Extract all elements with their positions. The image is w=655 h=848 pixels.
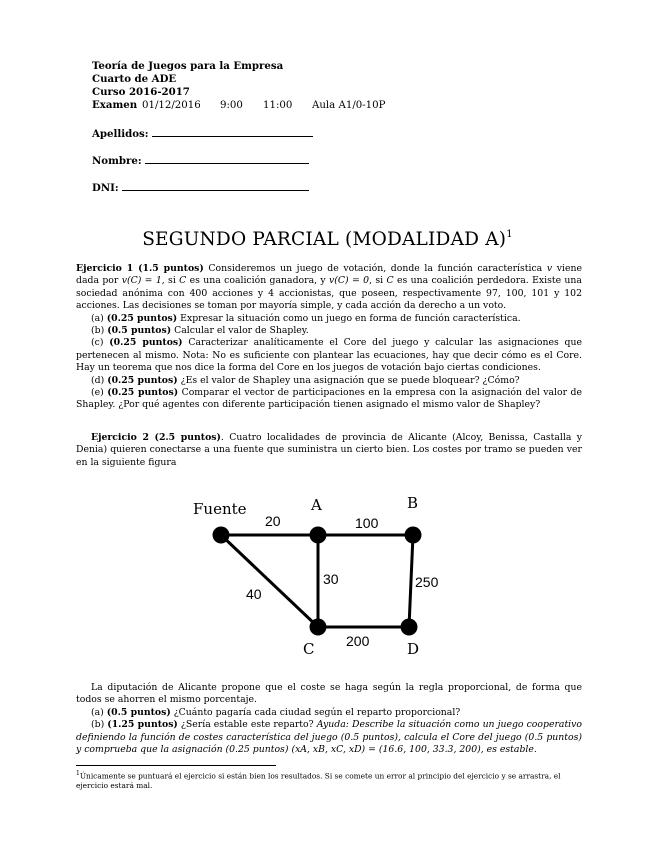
edge-fuente-c bbox=[221, 535, 318, 627]
math-v: v bbox=[546, 263, 553, 274]
network-graph-svg bbox=[185, 490, 465, 665]
page-title bbox=[0, 229, 655, 250]
exam-end-time: 11:00 bbox=[263, 100, 293, 111]
exercise-1-text-b: viene dada por bbox=[76, 263, 582, 287]
part-label: (b) bbox=[91, 719, 105, 731]
part-points: (0.25 puntos) bbox=[107, 374, 178, 386]
part-label: (b) bbox=[91, 325, 105, 337]
label-b: B bbox=[407, 494, 419, 512]
math-cond-1: v(C) = 1 bbox=[121, 275, 162, 287]
exercise-2-body bbox=[76, 682, 582, 756]
exercise-1-intro bbox=[76, 263, 582, 313]
part-points: (0.25 puntos) bbox=[107, 387, 179, 399]
node-d bbox=[401, 619, 418, 636]
dni-field[interactable] bbox=[92, 181, 512, 194]
title-footnote-mark: 1 bbox=[506, 229, 513, 240]
part-points: (0.5 puntos) bbox=[106, 706, 171, 718]
exam-start-time: 9:00 bbox=[220, 100, 243, 111]
part-points: (0.5 puntos) bbox=[107, 325, 172, 337]
edge-label-b-d: 250 bbox=[415, 574, 439, 590]
node-c bbox=[310, 619, 327, 636]
allocation-vector: (xA, xB, xC, xD) = (16.6, 100, 33.3, 200) bbox=[291, 744, 481, 756]
part-label: (e) bbox=[91, 387, 104, 399]
math-c-2: C bbox=[386, 275, 394, 287]
exercise-1-text-f: es una coalición perdedora. Existe una sociedad anónima con 400 acciones y 4 accionistas, que poseen, respectivamente 97, 100, 101 y 102 acciones. Las decisiones se toman por mayoría simple, y cada acción da derecho a un voto. bbox=[76, 275, 582, 312]
exercise-1-text-c: , si bbox=[161, 275, 176, 287]
part-text: Caracterizar analíticamente el Core del juego y calcular las asignaciones que pertenecen al mismo. Nota: No es suficiente con plantear las ecuaciones, hay que decir cómo es el Core. Hay un teorema que nos dice la forma del Core en los juegos de votación bajo ciertas condiciones. bbox=[76, 337, 582, 374]
academic-year: Curso 2016-2017 bbox=[92, 86, 190, 98]
part-text: Calcular el valor de Shapley. bbox=[174, 325, 309, 337]
label-c: C bbox=[303, 640, 315, 658]
part-text: ¿Cuánto pagaría cada ciudad según el reparto proporcional? bbox=[173, 706, 461, 718]
footnote-text: Únicamente se puntuará el ejercicio si están bien los resultados. Si se comete un error al principio del ejercicio y se arrastra, el ejercicio estará mal. bbox=[76, 771, 561, 791]
footnote-mark: 1 bbox=[76, 770, 80, 777]
exam-date: 01/12/2016 bbox=[142, 100, 201, 111]
part-hint: Ayuda: Describe la situación como un juego cooperativo definiendo la función de costes característica del juego (0.5 puntos), calcula el Core del juego (0.5 puntos) y comprueba que la asignación (0.25 puntos) bbox=[76, 719, 582, 756]
exercise-1-text-d: es una coalición ganadora, y bbox=[189, 275, 326, 287]
part-points: (1.25 puntos) bbox=[107, 719, 178, 731]
part-text: ¿Es el valor de Shapley una asignación que se puede bloquear? ¿Cómo? bbox=[180, 374, 520, 386]
exam-header bbox=[92, 60, 562, 112]
part-label: (c) bbox=[91, 337, 104, 349]
math-cond-2: v(C) = 0 bbox=[329, 275, 370, 287]
part-end: , es estable. bbox=[480, 744, 537, 756]
edge-label-fuente-c: 40 bbox=[246, 586, 262, 602]
exercise-1-text-a: Consideremos un juego de votación, donde la función característica bbox=[208, 263, 543, 274]
footnote-rule bbox=[76, 765, 276, 766]
node-fuente bbox=[213, 527, 230, 544]
part-text: ¿Sería estable este reparto? bbox=[180, 719, 314, 731]
exercise-2-proposal: La diputación de Alicante propone que el coste se haga según la regla proporcional, de forma que todos se ahorren el mismo porcentaje. bbox=[76, 682, 582, 706]
part-points: (0.25 puntos) bbox=[106, 312, 178, 324]
name-field[interactable] bbox=[92, 154, 512, 167]
part-label: (d) bbox=[91, 374, 105, 386]
exercise-1-part-e bbox=[76, 387, 582, 412]
exercise-1-text-e: , si bbox=[369, 275, 384, 287]
edge-b-d bbox=[409, 535, 413, 627]
dni-line[interactable] bbox=[122, 181, 309, 191]
exercise-1 bbox=[76, 263, 582, 412]
edge-label-fuente-a: 20 bbox=[265, 513, 281, 529]
label-d: D bbox=[407, 640, 420, 658]
part-text: Expresar la situación como un juego en forma de función característica. bbox=[180, 312, 521, 324]
exam-info-row bbox=[92, 99, 562, 112]
exercise-2-intro-text: . Cuatro localidades de provincia de Alicante (Alcoy, Benissa, Castalla y Denia) quieren conectarse a una fuente que suministra un cierto bien. Los costes por tramo se pueden ver en la siguiente figura bbox=[76, 432, 582, 468]
part-points: (0.25 puntos) bbox=[109, 337, 183, 349]
part-label: (a) bbox=[91, 312, 104, 324]
exercise-2-heading: Ejercicio 2 (2.5 puntos) bbox=[91, 432, 221, 443]
surname-line[interactable] bbox=[152, 127, 313, 137]
exercise-1-part-a bbox=[76, 313, 582, 325]
exam-label: Examen bbox=[92, 99, 138, 111]
name-line[interactable] bbox=[145, 154, 309, 164]
exercise-2-part-a bbox=[76, 707, 582, 719]
exercise-1-part-c bbox=[76, 337, 582, 374]
exercise-1-part-b bbox=[76, 325, 582, 337]
edge-label-a-b: 100 bbox=[355, 515, 379, 531]
network-graph bbox=[185, 490, 465, 665]
exercise-2-intro bbox=[76, 432, 582, 469]
exam-room: Aula A1/0-10P bbox=[312, 100, 386, 111]
node-b bbox=[405, 527, 422, 544]
label-fuente: Fuente bbox=[193, 500, 247, 518]
exercise-2-part-b bbox=[76, 719, 582, 756]
surname-field[interactable] bbox=[92, 127, 512, 140]
year-group: Cuarto de ADE bbox=[92, 73, 177, 85]
dni-label: DNI: bbox=[92, 182, 119, 194]
course-name: Teoría de Juegos para la Empresa bbox=[92, 60, 284, 72]
edge-label-a-c: 30 bbox=[323, 571, 339, 587]
footnote bbox=[76, 769, 582, 791]
label-a: A bbox=[311, 496, 322, 514]
name-label: Nombre: bbox=[92, 155, 142, 167]
part-text: Comparar el vector de participaciones en la empresa con la asignación del valor de Shapley. ¿Por qué agentes con diferente participación tienen asignado el mismo valor de Shapley? bbox=[76, 387, 582, 411]
math-c-1: C bbox=[179, 275, 187, 287]
edge-label-c-d: 200 bbox=[346, 633, 370, 649]
exercise-1-heading: Ejercicio 1 (1.5 puntos) bbox=[76, 263, 204, 274]
surname-label: Apellidos: bbox=[92, 128, 149, 140]
exercise-1-part-d bbox=[76, 375, 582, 387]
part-label: (a) bbox=[91, 706, 104, 718]
title-text: SEGUNDO PARCIAL (MODALIDAD A) bbox=[142, 229, 507, 250]
node-a bbox=[310, 527, 327, 544]
